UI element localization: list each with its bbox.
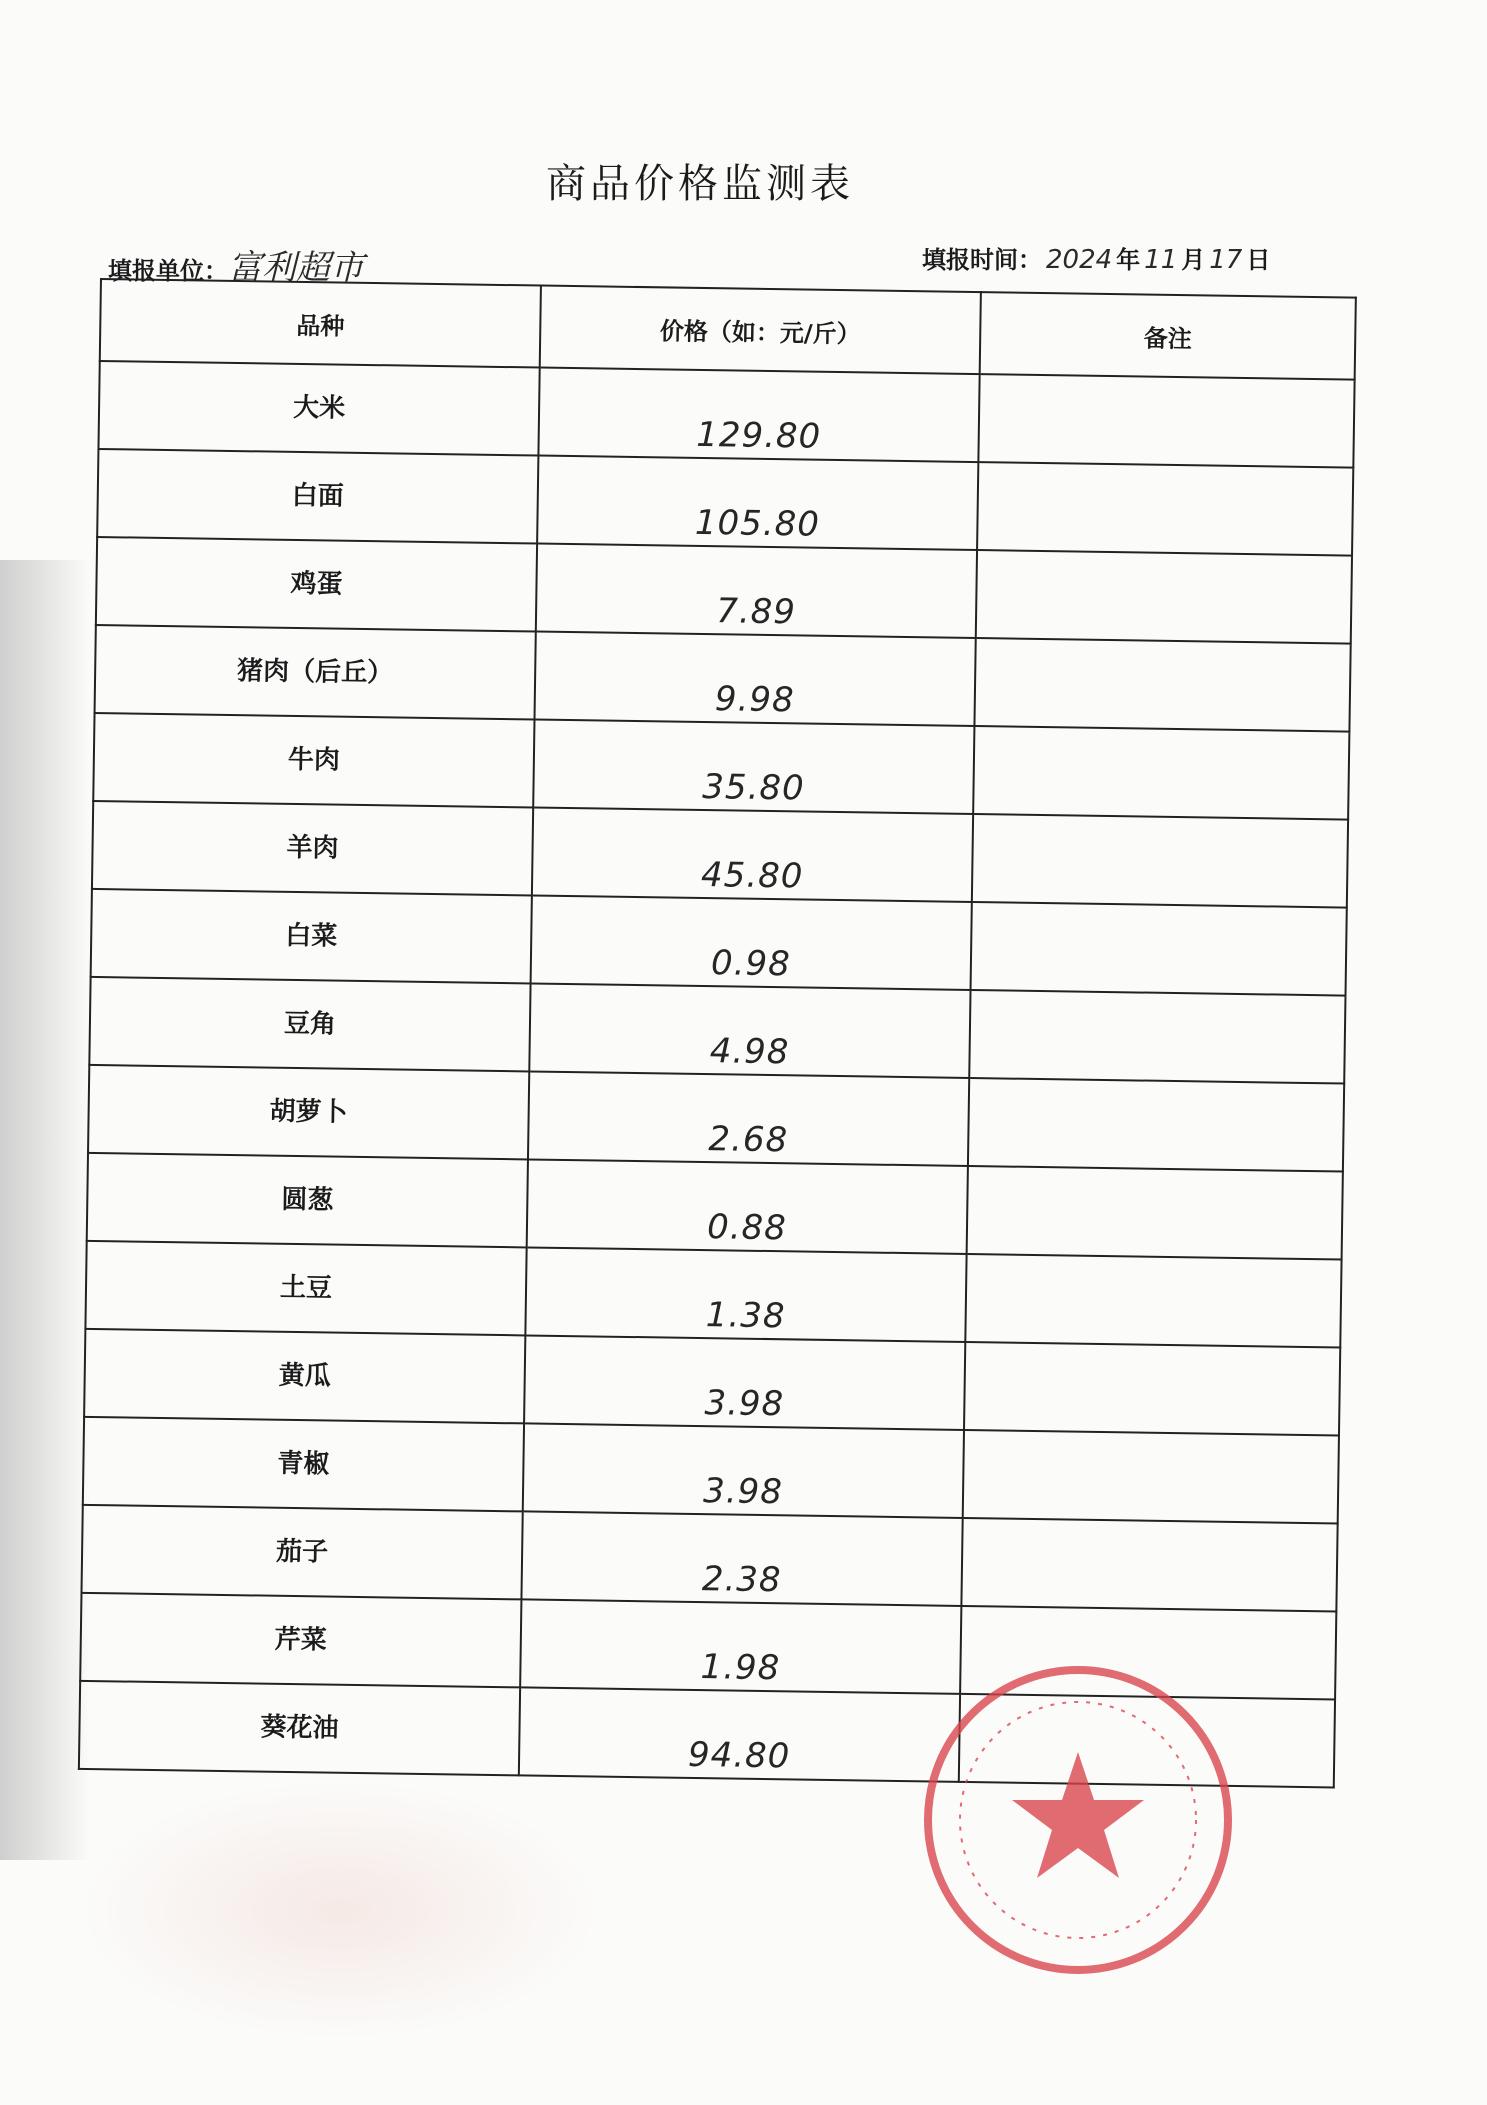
item-note xyxy=(968,1078,1344,1172)
item-price: 0.88 xyxy=(527,1159,968,1254)
item-price: 9.98 xyxy=(534,632,975,727)
item-note xyxy=(965,1254,1341,1348)
item-note xyxy=(974,638,1350,732)
item-name: 芹菜 xyxy=(80,1593,521,1688)
item-note xyxy=(967,1166,1343,1260)
unit-label: 填报单位： xyxy=(108,256,228,285)
item-price: 4.98 xyxy=(529,983,970,1078)
item-note xyxy=(976,550,1352,644)
page-title: 商品价格监测表 xyxy=(546,161,854,207)
scan-shadow xyxy=(0,560,90,1860)
date-year: 2024 xyxy=(1046,245,1113,275)
item-name: 胡萝卜 xyxy=(88,1065,529,1160)
item-name: 茄子 xyxy=(81,1505,522,1600)
item-note xyxy=(973,726,1349,820)
date-month: 11 xyxy=(1144,245,1178,275)
item-note xyxy=(963,1430,1339,1524)
price-table xyxy=(78,278,1357,1788)
item-name: 白面 xyxy=(97,449,538,544)
price-table-container xyxy=(78,278,1355,1784)
item-price: 45.80 xyxy=(532,807,973,902)
date-day-suffix: 日 xyxy=(1246,245,1271,274)
item-name: 牛肉 xyxy=(93,713,534,808)
item-price: 2.68 xyxy=(528,1071,969,1166)
item-price: 1.98 xyxy=(520,1599,961,1694)
item-name: 葵花油 xyxy=(79,1681,520,1776)
item-price: 94.80 xyxy=(519,1687,960,1782)
column-header-item: 品种 xyxy=(100,279,541,368)
date-month-suffix: 月 xyxy=(1181,245,1206,274)
item-price: 0.98 xyxy=(531,895,972,990)
item-name: 青椒 xyxy=(83,1417,524,1512)
item-note xyxy=(964,1342,1340,1436)
item-name: 土豆 xyxy=(85,1241,526,1336)
column-header-note: 备注 xyxy=(980,292,1356,380)
item-name: 羊肉 xyxy=(92,801,533,896)
item-price: 35.80 xyxy=(533,719,974,814)
paper-smudge xyxy=(80,1780,600,2040)
column-header-price: 价格（如：元/斤） xyxy=(540,286,981,375)
item-note xyxy=(961,1518,1337,1612)
item-name: 猪肉（后丘） xyxy=(95,625,536,720)
item-name: 鸡蛋 xyxy=(96,537,537,632)
star-icon xyxy=(1012,1752,1144,1878)
item-name: 大米 xyxy=(98,361,539,456)
reporting-date xyxy=(922,240,1270,275)
item-name: 白菜 xyxy=(91,889,532,984)
date-day: 17 xyxy=(1209,245,1243,275)
item-price: 2.38 xyxy=(521,1511,962,1606)
item-name: 圆葱 xyxy=(87,1153,528,1248)
date-label: 填报时间： xyxy=(922,245,1042,274)
item-note xyxy=(971,902,1347,996)
item-price: 3.98 xyxy=(524,1335,965,1430)
item-note xyxy=(969,990,1345,1084)
item-name: 黄瓜 xyxy=(84,1329,525,1424)
date-year-suffix: 年 xyxy=(1116,245,1141,274)
item-note xyxy=(977,462,1353,556)
item-note xyxy=(978,374,1354,468)
item-price: 7.89 xyxy=(536,544,977,639)
item-name: 豆角 xyxy=(89,977,530,1072)
item-price: 1.38 xyxy=(525,1247,966,1342)
item-note xyxy=(972,814,1348,908)
item-price: 105.80 xyxy=(537,456,978,551)
unit-value: 富利超市 xyxy=(228,248,364,288)
item-price: 129.80 xyxy=(538,368,979,463)
table-body xyxy=(79,361,1355,1787)
item-price: 3.98 xyxy=(523,1423,964,1518)
company-seal xyxy=(918,1660,1238,1980)
